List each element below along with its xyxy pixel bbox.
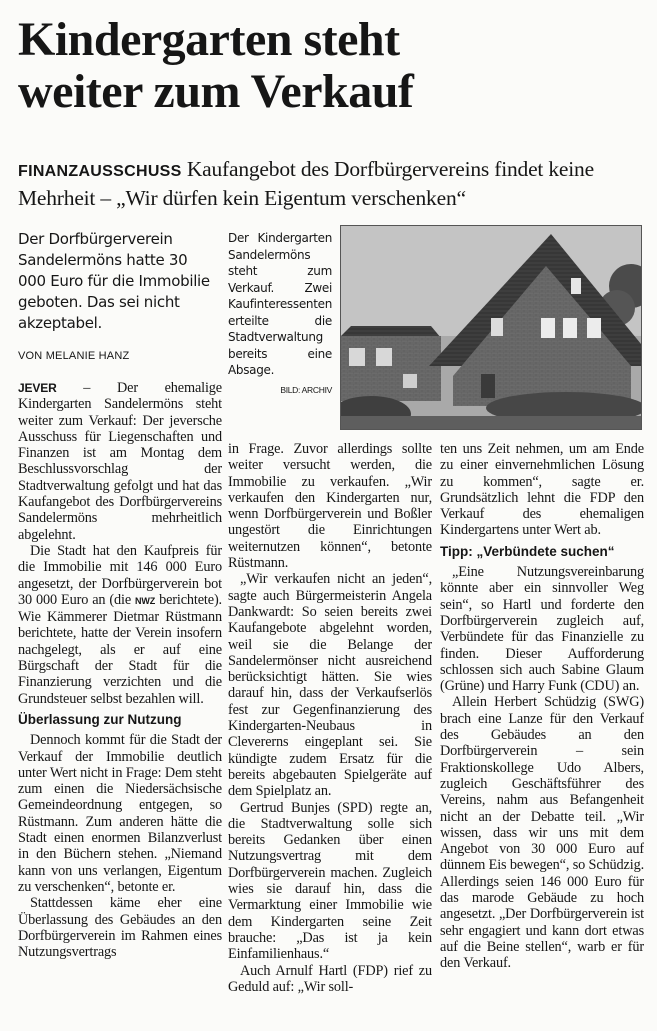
- paragraph: „Eine Nutzungsvereinbarung könnte aber ein sinnvoller Weg sein“, so Hartl und forderte den Dorfbürgerverein zugleich auf, Verbündete für das Finanzielle zu finden. Dieser Aufforderung schlossen sich auch Sabine Glaum (Grüne) und Harry Funk (CDU) an.: [440, 564, 644, 695]
- kindergarten-building-image: [341, 226, 641, 429]
- paragraph: Allein Herbert Schüdzig (SWG) brach eine Lanze für den Verkauf des Gebäudes an den Dorfbürgerverein – sein Fraktionskollege Udo Albers, zugleich Geschäftsführer des Vereins, nahm aus Befangenheit nicht an der Debatte teil. „Wir wissen, dass wir uns mit dem Angebot von 30 000 Euro auf dünnem Eis bewegen“, so Schüdzig. Allerdings seien 146 000 Euro für das marode Gebäude zu hoch angesetzt. „Der Dorfbürgerverein ist sehr engagiert und kann dort etwas auf die Beine stellen“, warb er für den Verkauf.: [440, 694, 644, 972]
- nwz-logo-text: NWZ: [135, 595, 156, 606]
- photo-caption: [228, 230, 332, 398]
- paragraph: Gertrud Bunjes (SPD) regte an, die Stadtverwaltung solle sich bereits Gedanken über einen Nutzungsvertrag mit dem Dorfbürgerverein machen. Zugleich wies sie darauf hin, dass die Vermarktung einer Immobilie wie dem Kindergarten seine Zeit brauche: „Das ist ja kein Einfamilienhaus.“: [228, 799, 432, 963]
- paragraph: Auch Arnulf Hartl (FDP) rief zu Geduld auf: „Wir soll-: [228, 962, 432, 995]
- byline: VON MELANIE HANZ: [18, 350, 130, 362]
- headline-line-2: weiter zum Verkauf: [18, 65, 414, 118]
- headline-line-1: Kindergarten steht: [18, 13, 400, 66]
- paragraph: „Wir verkaufen nicht an jeden“, sagte auch Bürgermeisterin Angela Dankwardt: So seien bereits zwei Kaufangebote abgelehnt worden, weil sie die Belange der Sandelermönser nicht ausreichend berücksichtigt hätten. Sie wies darauf hin, dass der Verkaufserlös fest zur Gegenfinanzierung des Kindergarten-Neubaus in Clevererns eingeplant sei. Sie kündigte zudem Ersatz für die bereits abgebauten Spielgeräte auf dem Spielplatz an.: [228, 571, 432, 800]
- subheadline: [18, 156, 650, 212]
- lead-paragraph: Der Dorfbürgerverein Sandelermöns hatte 30 000 Euro für die Immobilie geboten. Das sei nicht akzeptabel.: [18, 230, 210, 332]
- paragraph: Dennoch kommt für die Stadt der Verkauf der Immobilie deutlich unter Wert nicht in Frage: Dem steht zum einen die Niedersächsische Gemeindeordnung entgegen, so Rüstmann. Zum anderen hätte die Stadt einen enormen Bilanzverlust in den Büchern stehen. „Niemand kann von uns verlangen, Eigentum zu verschenken“, betonte er.: [18, 732, 222, 895]
- paragraph: Stattdessen käme eher eine Überlassung des Gebäudes an den Dorfbürgerverein im Rahmen eines Nutzungsvertrags: [18, 895, 222, 961]
- section-heading: Überlassung zur Nutzung: [18, 711, 182, 727]
- photo-credit: BILD: ARCHIV: [280, 384, 332, 395]
- paragraph: ten uns Zeit nehmen, um am Ende zu einer einvernehmlichen Lösung zu kommen“, sagte er. Grundsätzlich lehnt die FDP den Verkauf des ehemaligen Kindergartens unter Wert ab.: [440, 441, 644, 539]
- paragraph: JEVER – Der ehemalige Kindergarten Sandelermöns steht weiter zum Verkauf: Der jeversche Ausschuss für Liegenschaften und Finanzen ist am Montag dem Beschlussvorschlag der Stadtverwaltung gefolgt und hat das Kaufangebot des Dorfbürgervereins Sandelermöns mehrheitlich abgelehnt.: [18, 380, 222, 543]
- paragraph: in Frage. Zuvor allerdings sollte weiter versucht werden, die Immobilie zu verkaufen. „Wir verkaufen den Kindergarten nur, wenn Dorfbürgerverein und Boßler ungestört die Einrichtungen weiternutzen können“, betonte Rüstmann.: [228, 441, 432, 572]
- subheadline-text: Kaufangebot des Dorfbürgervereins findet keine Mehrheit – „Wir dürfen kein Eigentum verschenken“: [18, 157, 594, 210]
- kindergarten-photo: [340, 225, 642, 430]
- section-kicker: FINANZAUSSCHUSS: [18, 163, 182, 180]
- article-column-1: [18, 380, 222, 1028]
- article-headline: [18, 14, 648, 118]
- article-column-2: [228, 441, 432, 1029]
- caption-text: Der Kindergarten Sandelermöns steht zum Verkauf. Zwei Kaufinteressenten erteilte die Stadtverwaltung bereits eine Absage.: [228, 231, 333, 377]
- article-column-3: [440, 441, 644, 1029]
- dateline: JEVER: [18, 381, 57, 395]
- paragraph: Die Stadt hat den Kaufpreis für die Immobilie mit 146 000 Euro angesetzt, der Dorfbürgerverein bot 30 000 Euro an (die NWZ berichtete). Wie Kämmerer Dietmar Rüstmann berichtete, hatte der Verein insofern nachgelegt, als er auf eine Bürgschaft der Stadt für die Finanzierung verzichten und die Grundsteuer selbst bezahlen will.: [18, 542, 222, 707]
- section-heading: Tipp: „Verbündete suchen“: [440, 543, 615, 559]
